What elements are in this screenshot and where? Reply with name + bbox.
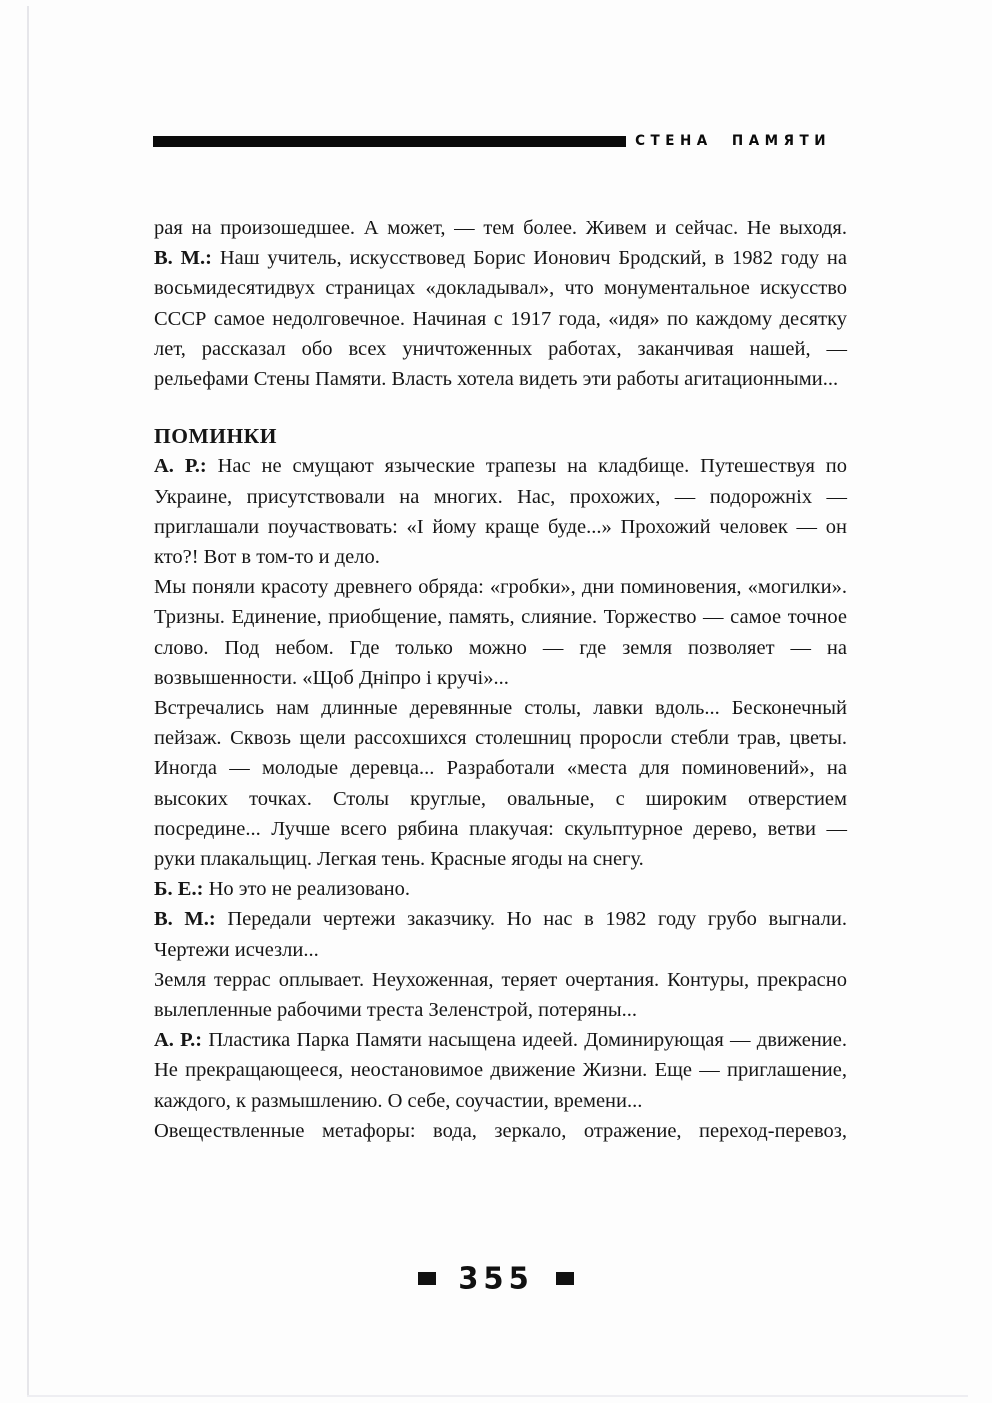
running-head	[153, 133, 831, 149]
paragraph-text: Нас не смущают языческие трапезы на кладбище. Путешествуя по Украине, присутствовали на многих. Нас, прохожих, — подорожніх — приглашали поучаствовать: «І йому краще буде...» Прохожий человек — он кто?! Вот в том-то и дело.	[154, 455, 847, 569]
running-head-title: СТЕНА ПАМЯТИ	[635, 132, 831, 150]
paragraph-text: Передали чертежи заказчику. Но нас в 1982 году грубо выгнали. Чертежи исчезли...	[154, 908, 847, 961]
paragraph-text: Земля террас оплывает. Неухоженная, теряет очертания. Контуры, прекрасно вылепленные рабочими треста Зеленстрой, потеряны...	[154, 968, 847, 1022]
paragraph	[154, 1116, 847, 1146]
paragraph	[154, 904, 847, 964]
page-number-marker-right-icon	[556, 1272, 574, 1285]
page-footer	[0, 1260, 992, 1296]
page-number-marker-left-icon	[418, 1272, 436, 1285]
paragraph-text: Пластика Парка Памяти насыщена идеей. Доминирующая — движение. Не прекращающееся, неостановимое движение Жизни. Еще — приглашение, каждого, к размышлению. О себе, соучастии, времени...	[154, 1029, 848, 1112]
header-rule-bar	[153, 136, 626, 147]
scan-edge-line-left	[27, 6, 29, 1396]
paragraph	[154, 874, 847, 904]
page-number: 355	[458, 1260, 534, 1296]
paragraph-text: Но это не реализовано.	[208, 878, 410, 901]
speaker-label: А. Р.:	[154, 1029, 203, 1052]
paragraph	[154, 213, 847, 243]
speaker-label: Б. Е.:	[154, 878, 204, 901]
speaker-label: В. М.:	[154, 247, 212, 270]
paragraph	[154, 451, 847, 572]
paragraph	[154, 965, 847, 1025]
paragraph-text: рая на произошедшее. А может, — тем более. Живем и сейчас. Не выходя.	[154, 217, 847, 239]
paragraph-text: Мы поняли красоту древнего обряда: «гробки», дни поминовения, «могилки». Тризны. Единение, приобщение, память, слияние. Торжество — самое точное слово. Под небом. Где только можно — где земля позволяет — на возвышенности. «Щоб Дніпро і кручі»...	[154, 576, 847, 689]
paragraph-text: Встречались нам длинные деревянные столы, лавки вдоль... Бесконечный пейзаж. Сквозь щели рассохшихся столешниц проросли стебли трав, цветы. Иногда — молодые деревца... Разработали «места для поминовений», на высоких точках. Столы круглые, овальные, с широким отверстием посредине... Лучше всего рябина плакучая: скульптурное дерево, ветви — руки плакальщиц. Легкая тень. Красные ягоды на снегу.	[154, 697, 847, 871]
paragraph	[154, 1025, 847, 1116]
paragraph	[154, 243, 847, 394]
page-body-text	[154, 213, 847, 1146]
speaker-label: В. М.:	[154, 908, 216, 931]
paragraph-text: Овеществленные метафоры: вода, зеркало, отражение, переход-перевоз,	[154, 1119, 847, 1142]
paragraph	[154, 572, 847, 693]
paragraph-text: Наш учитель, искусствовед Борис Ионович Бродский, в 1982 году на восьмидесятидвух страницах «докладывал», что монументальное искусство СССР самое недолговечное. Начиная с 1917 года, «идя» по каждому десятку лет, рассказал обо всех уничтоженных работах, заканчивая нашей, — рельефами Стены Памяти. Власть хотела видеть эти работы агитационными...	[154, 247, 847, 391]
section-heading: ПОМИНКИ	[154, 424, 277, 449]
scan-edge-line-bottom	[27, 1395, 968, 1397]
speaker-label: А. Р.:	[154, 455, 207, 478]
paragraph	[154, 693, 847, 874]
